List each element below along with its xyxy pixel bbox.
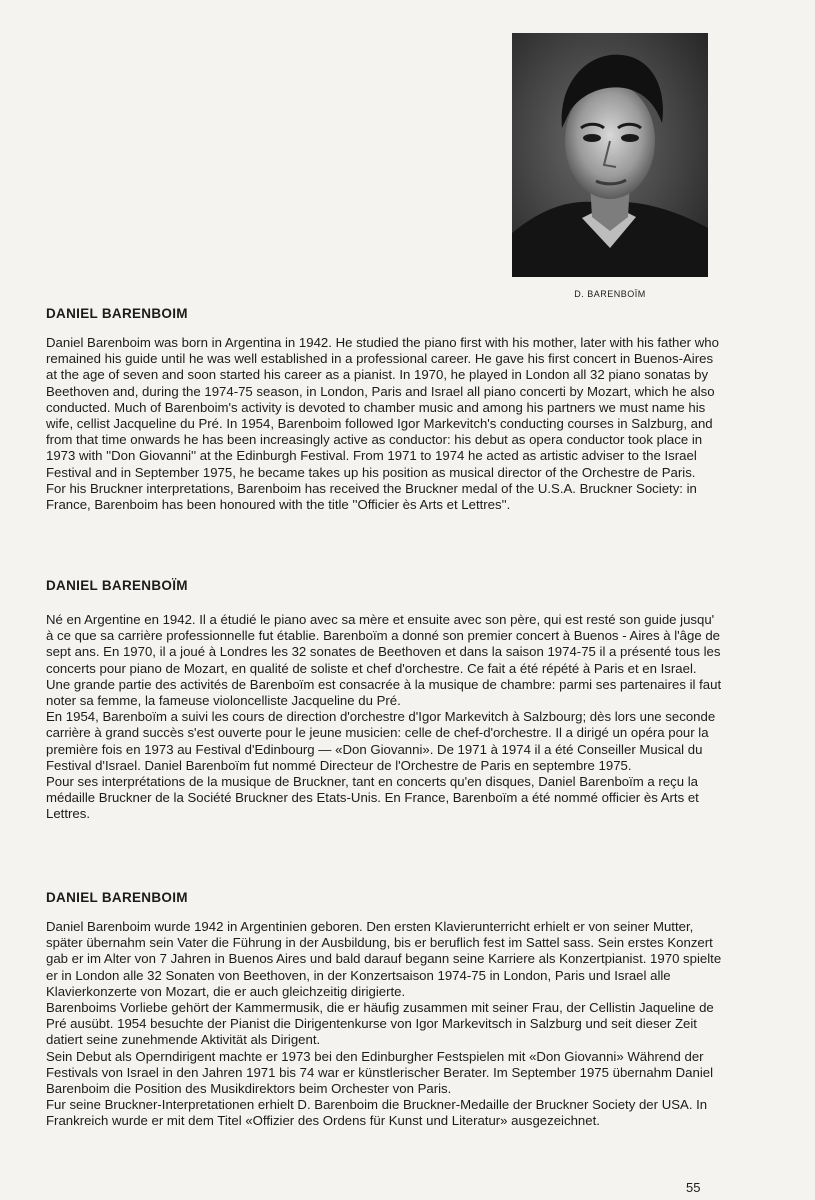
section-heading: DANIEL BARENBOIM (46, 890, 188, 905)
paragraph: Une grande partie des activités de Barenboïm est consacrée à la musique de chambre: parmi ses partenaires il faut noter sa femme, la fameuse violoncelliste Jacqueline du Pré. (46, 676, 722, 709)
section-english (46, 306, 722, 513)
section-body (46, 612, 722, 823)
portrait-image (512, 33, 708, 277)
photo-caption: D. BARENBOÏM (574, 289, 646, 299)
section-heading: DANIEL BARENBOÏM (46, 578, 188, 593)
paragraph: En 1954, Barenboïm a suivi les cours de direction d'orchestre d'Igor Markevitch à Salzbourg; dès lors une seconde carrière à grand succès s'est ouverte pour le jeune musicien: celle de chef-d'orchestre. Il a dirigé un opéra pour la première fois en 1973 au Festival d'Edinbourg — «Don Giovanni». De 1971 à 1974 il a été Conseiller Musical du Festival d'Israel. Daniel Barenboïm fut nommé Directeur de l'Orchestre de Paris en septembre 1975. (46, 709, 716, 773)
paragraph: For his Bruckner interpretations, Barenboim has received the Bruckner medal of the U.S.A. Bruckner Society: in France, Barenboim has been honoured with the title ''Officier ès Arts et Lettres''. (46, 480, 697, 513)
portrait-photo (512, 33, 708, 277)
section-body (46, 335, 722, 513)
paragraph: Né en Argentine en 1942. Il a étudié le piano avec sa mère et ensuite avec son père, qui est resté son guide jusqu' à ce que sa carrière professionnelle fut établie. Barenboïm a donné son premier concert à Buenos - Aires à l'âge de sept ans. En 1970, il a joué à Londres les 32 sonates de Beethoven et dans la saison 1974-75 il a présenté tous les concerts pour piano de Mozart, en qualité de soliste et chef d'orchestre. Ce fait a été répété à Paris et en Israel. (46, 612, 721, 676)
paragraph: Fur seine Bruckner-Interpretationen erhielt D. Barenboim die Bruckner-Medaille der Bruckner Society der USA. In Frankreich wurde er mit dem Titel «Offizier des Ordens für Kunst und Literatur» ausgezeichnet. (46, 1097, 708, 1129)
paragraph: Sein Debut als Operndirigent machte er 1973 bei den Edinburgher Festspielen mit «Don Giovanni» Während der Festivals von Israel in den Jahren 1971 bis 74 war er künstlerischer Berater. Im September 1975 übernahm Daniel Barenboim die Position des Musikdirektors beim Orchester von Paris. (46, 1048, 714, 1097)
paragraph: Pour ses interprétations de la musique de Bruckner, tant en concerts qu'en disques, Daniel Barenboïm a reçu la médaille Bruckner de la Société Bruckner des Etats-Unis. En France, Barenboïm a été nommé officier ès Arts et Lettres. (46, 774, 699, 822)
page-number: 55 (686, 1180, 701, 1195)
paragraph: Daniel Barenboim was born in Argentina in 1942. He studied the piano first with his mother, later with his father who remained his guide until he was well established in a professional career. He gave his first concert in Buenos-Aires at the age of seven and soon started his career as a pianist. In 1970, he played in London all 32 piano sonatas by Beethoven and, during the 1974-75 season, in London, Paris and Israel all piano concerti by Mozart, which he also conducted. Much of Barenboim's activity is devoted to chamber music and among his partners we must name his wife, cellist Jacqueline du Pré. In 1954, Barenboim followed Igor Markevitch's conducting courses in Salzburg, and from that time onwards he has been increasingly active as conductor: his debut as opera conductor took place in 1973 with ''Don Giovanni'' at the Edinburgh Festival. From 1971 to 1974 he acted as artistic adviser to the Israel Festival and in September 1975, he became takes up his position as musical director of the Orchestre de Paris. (46, 335, 719, 480)
section-french (46, 578, 722, 823)
paragraph: Barenboims Vorliebe gehört der Kammermusik, die er häufig zusammen mit seiner Frau, der Cellistin Jaqueline de Pré ausübt. 1954 besuchte der Pianist die Dirigentenkurse von Igor Markevitsch in Salzburg und seit dieser Zeit datiert seine zunehmende Aktivität als Dirigent. (46, 1000, 714, 1048)
section-heading: DANIEL BARENBOIM (46, 306, 188, 321)
section-german (46, 890, 722, 1130)
paragraph: Daniel Barenboim wurde 1942 in Argentinien geboren. Den ersten Klavierunterricht erhielt er von seiner Mutter, später übernahm sein Vater die Führung in der Ausbildung, bis er beruflich fest im Sattel sass. Sein erstes Konzert gab er im Alter von 7 Jahren in Buenos Aires und bald darauf begann seine Karriere als Konzertpianist. 1970 spielte er in London alle 32 Sonaten von Beethoven, in der Konzertsaison 1974-75 in London, Paris und Israel alle Klavierkonzerte von Mozart, die er auch gleichzeitig dirigierte. (46, 919, 722, 999)
section-body (46, 919, 722, 1130)
